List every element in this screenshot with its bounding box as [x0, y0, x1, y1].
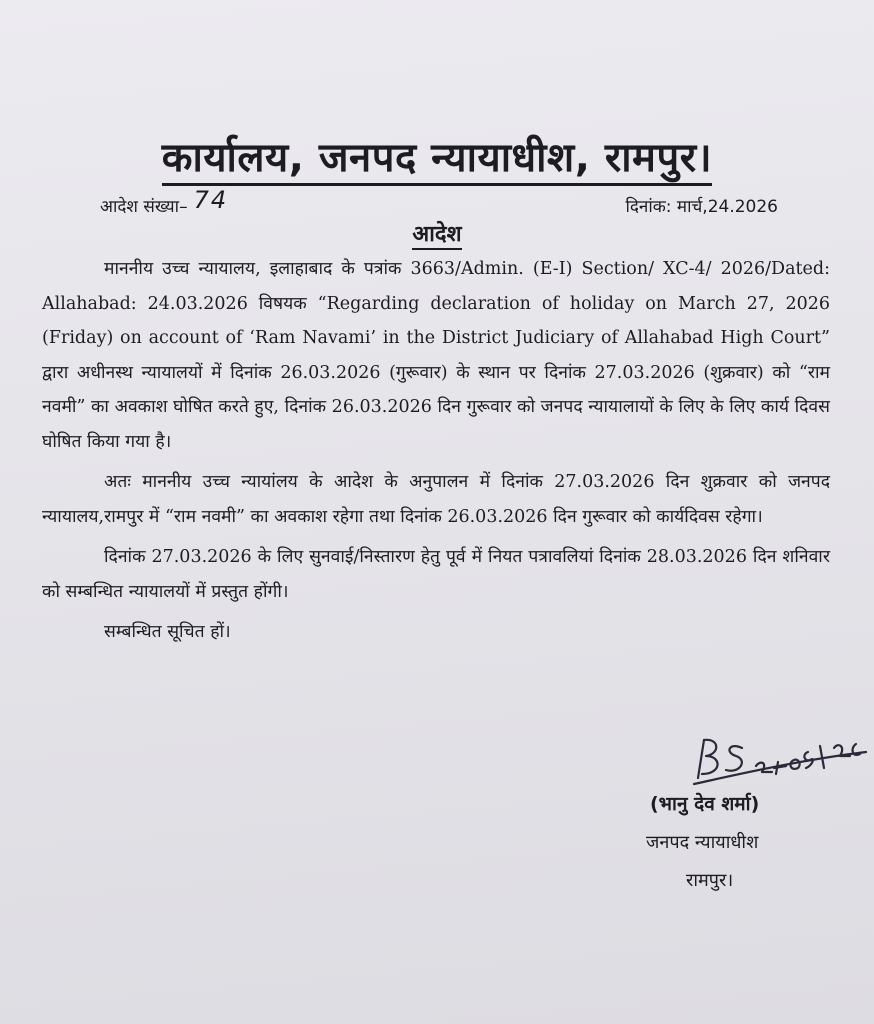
- order-number-handwritten: 74: [193, 186, 229, 214]
- office-title: [0, 128, 874, 183]
- paragraph-3: दिनांक 27.03.2026 के लिए सुनवाई/निस्तारण हेतु पूर्व में नियत पत्रावलियां दिनांक 28.03.2026 दिन शनिवार को सम्बन्धित न्यायालयों में प्रस्तुत होंगी।: [42, 547, 830, 602]
- signatory-name: (भानु देव शर्मा): [650, 793, 760, 815]
- signatory-designation: जनपद न्यायाधीश: [646, 832, 759, 853]
- order-number-label: आदेश संख्या–: [100, 197, 188, 217]
- office-title-text: कार्यालय, जनपद न्यायाधीश, रामपुर।: [162, 135, 712, 186]
- paragraph-4: सम्बन्धित सूचित हों।: [104, 622, 231, 642]
- paragraph-1: माननीय उच्च न्यायालय, इलाहाबाद के पत्रांक 3663/Admin. (E-I) Section/ XC-4/ 2026/Dated: Allahabad: 24.03.2026 विषयक “Regarding declaration of holiday on March 27, 2026 (Friday) on account of ‘Ram Navami’ in the District Judiciary of Allahabad High Court” द्वारा अधीनस्थ न्यायालयों में दिनांक 26.03.2026 (गुरूवार) के स्थान पर दिनांक 27.03.2026 (शुक्रवार) को “राम नवमी” का अवकाश घोषित करते हुए, दिनांक 26.03.2026 दिन गुरूवार को जनपद न्यायालायों के लिए के लिए कार्य दिवस घोषित किया गया है।: [42, 259, 830, 452]
- order-heading-text: आदेश: [412, 222, 461, 250]
- order-number: [100, 186, 229, 218]
- paragraph-2: अतः माननीय उच्च न्यायांलय के आदेश के अनुपालन में दिनांक 27.03.2026 दिन शुक्रवार को जनपद न्यायालय,रामपुर में “राम नवमी” का अवकाश रहेगा तथा दिनांक 26.03.2026 दिन गुरूवार को कार्यदिवस रहेगा।: [42, 472, 830, 527]
- order-body: [42, 252, 830, 656]
- signatory-place: रामपुर।: [686, 870, 734, 891]
- handwritten-signature: [690, 726, 870, 790]
- order-heading: [0, 218, 874, 248]
- order-date: दिनांक: मार्च,24.2026: [625, 197, 778, 217]
